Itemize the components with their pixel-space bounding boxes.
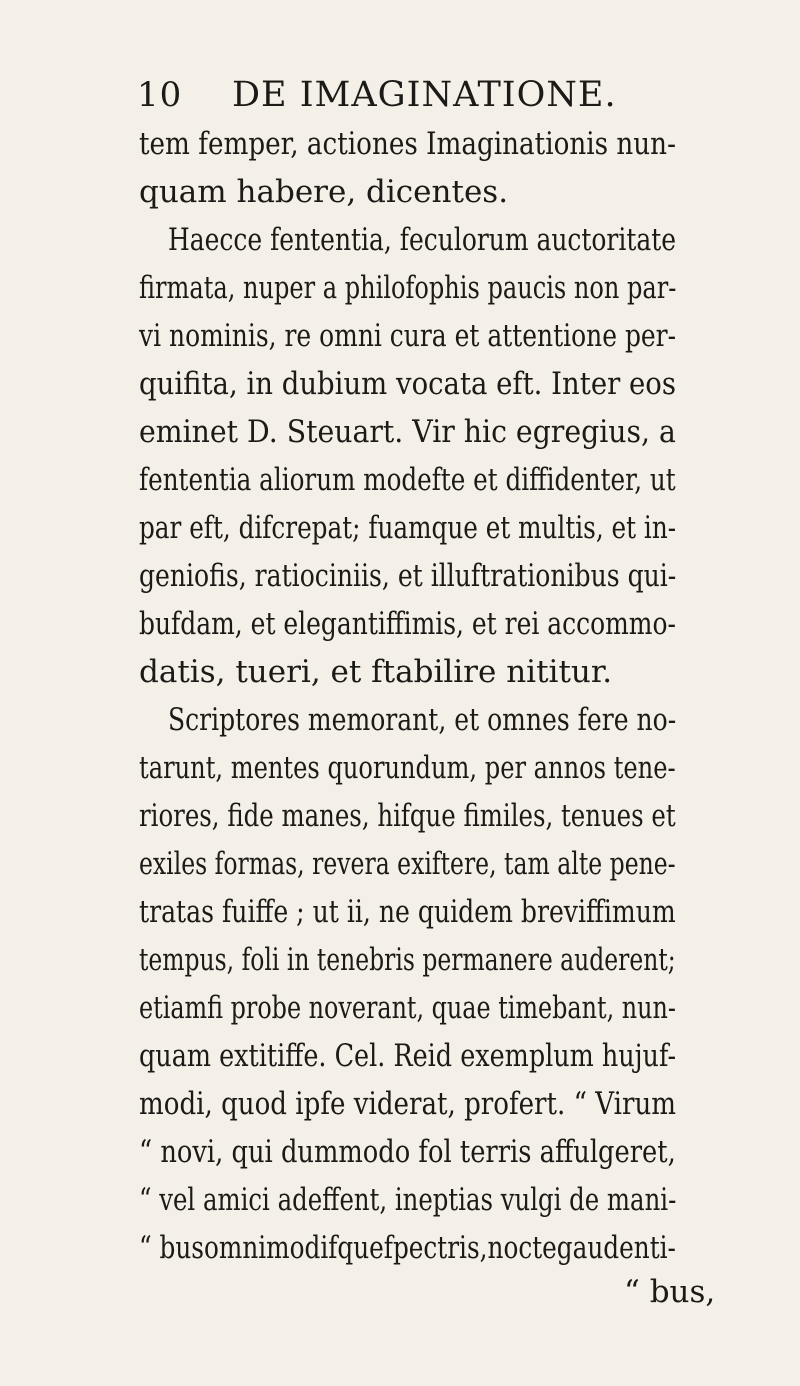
page-number: 10 bbox=[137, 75, 183, 115]
text-line: geniofis, ratiociniis, et illuftrationibus qui- bbox=[139, 558, 677, 594]
text-line: fententia aliorum modefte et diffidenter, ut bbox=[139, 462, 676, 498]
running-head: DE IMAGINATIONE. bbox=[232, 75, 617, 115]
paragraph-first-line: Haecce fententia, feculorum auctoritate bbox=[168, 222, 677, 258]
text-line: firmata, nuper a philofophis paucis non par- bbox=[139, 270, 677, 306]
text-line: vi nominis, re omni cura et attentione per- bbox=[139, 318, 677, 354]
text-line: exiles formas, revera exiftere, tam alte pene- bbox=[139, 846, 676, 882]
paragraph-first-line: Scriptores memorant, et omnes fere no- bbox=[168, 702, 677, 738]
text-line: bufdam, et elegantiffimis, et rei accommo- bbox=[139, 606, 676, 642]
text-line: tempus, foli in tenebris permanere auderent; bbox=[139, 942, 676, 978]
text-line: quifita, in dubium vocata eft. Inter eos bbox=[139, 366, 676, 402]
text-line: datis, tueri, et ftabilire nititur. bbox=[139, 654, 613, 690]
text-line: modi, quod ipfe viderat, profert. “ Virum bbox=[139, 1086, 676, 1122]
text-line: eminet D. Steuart. Vir hic egregius, a bbox=[139, 414, 676, 450]
text-line: par eft, difcrepat; fuamque et multis, et in- bbox=[139, 510, 677, 546]
text-line: riores, fide manes, hifque fimiles, tenues et bbox=[139, 798, 676, 834]
text-line: etiamfi probe noverant, quae timebant, nun- bbox=[139, 990, 676, 1026]
text-line: “ novi, qui dummodo fol terris affulgeret, bbox=[139, 1134, 676, 1170]
text-line: “ vel amici adeffent, ineptias vulgi de mani- bbox=[139, 1182, 677, 1218]
catchword: “ bus, bbox=[624, 1274, 716, 1310]
text-line: tem femper, actiones Imaginationis nun- bbox=[139, 126, 676, 162]
page-header bbox=[0, 75, 800, 125]
text-line: tratas fuiffe ; ut ii, ne quidem breviffimum bbox=[139, 894, 676, 930]
text-line: tarunt, mentes quorundum, per annos tene- bbox=[139, 750, 676, 786]
text-line: quam extitiffe. Cel. Reid exemplum hujuf- bbox=[139, 1038, 677, 1074]
text-line: “ busomnimodifquefpectris,noctegaudenti- bbox=[139, 1230, 676, 1266]
text-line: quam habere, dicentes. bbox=[139, 174, 509, 210]
